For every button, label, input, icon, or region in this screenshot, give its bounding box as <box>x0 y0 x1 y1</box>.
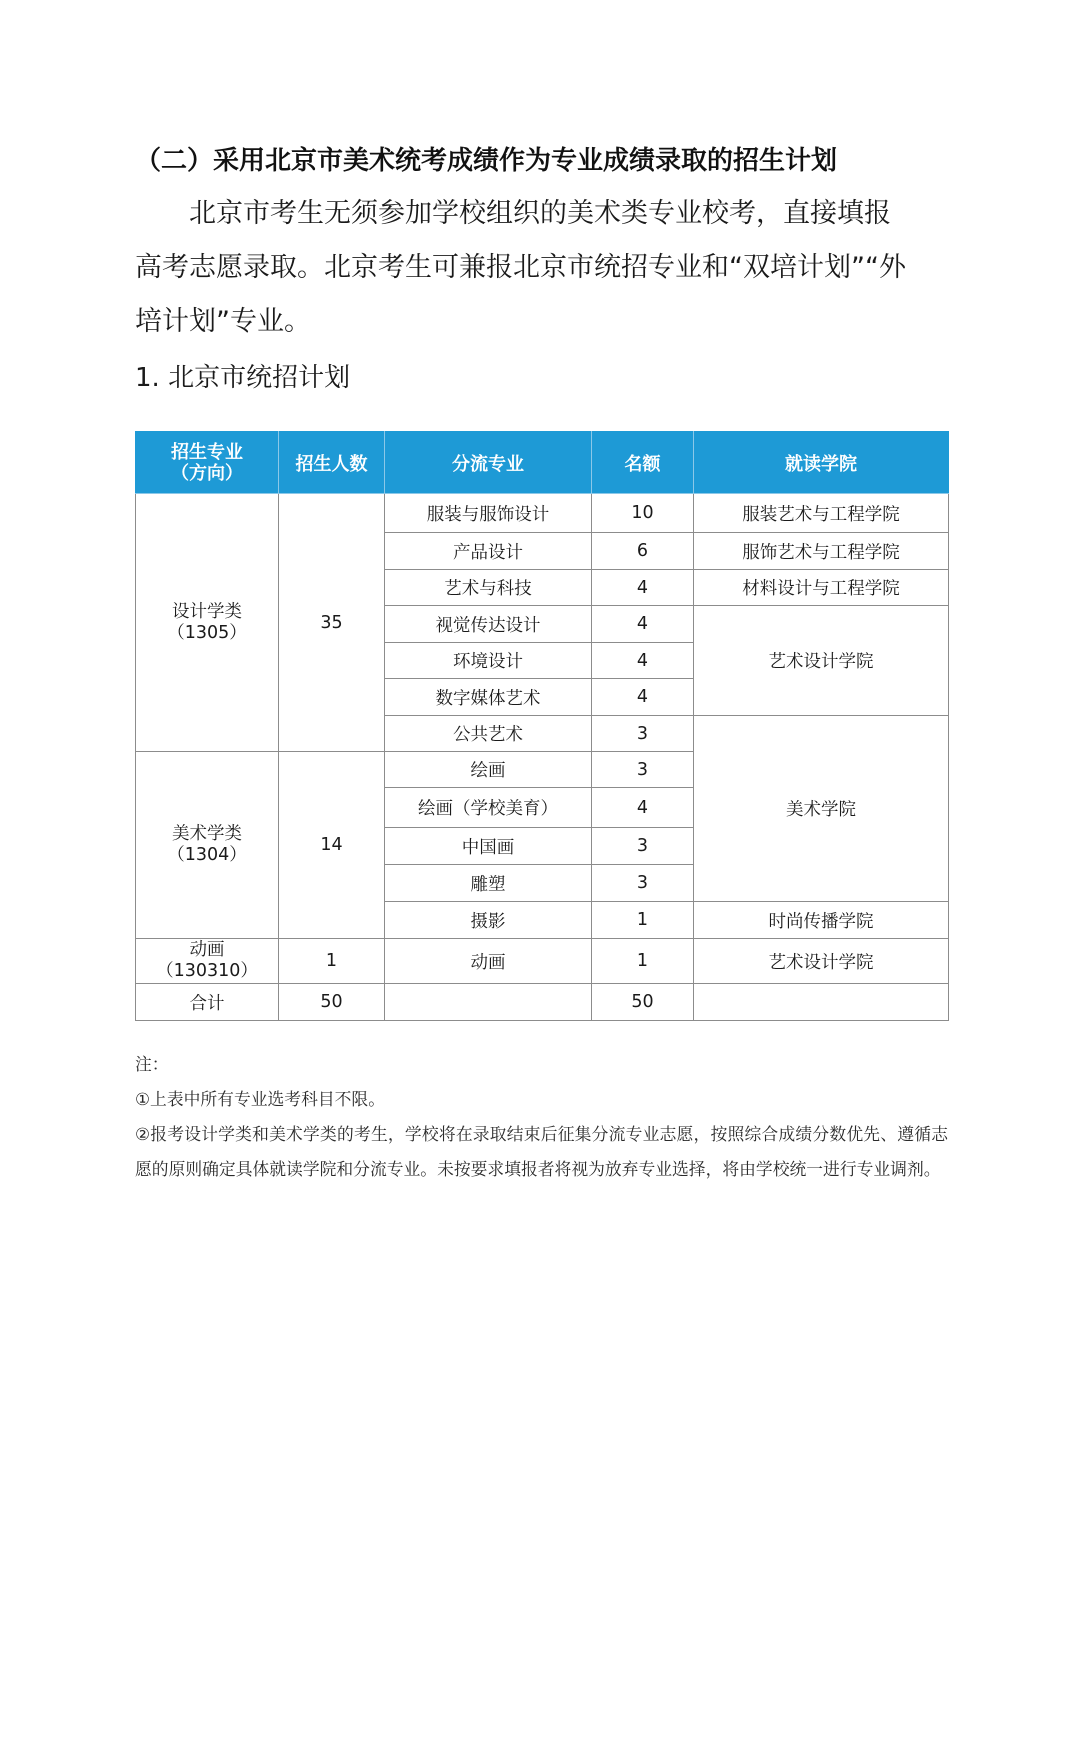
branch-quota: 3 <box>592 752 694 788</box>
header-major <box>136 432 279 494</box>
header-major-line2: （方向） <box>171 462 243 484</box>
college-name: 服饰艺术与工程学院 <box>694 533 949 570</box>
enrollment-plan-table <box>135 431 949 1021</box>
branch-quota: 4 <box>592 606 694 643</box>
branch-quota: 4 <box>592 679 694 716</box>
group-count: 35 <box>279 494 385 752</box>
intro-paragraph <box>135 187 948 349</box>
college-name: 艺术设计学院 <box>694 939 949 984</box>
header-major-line1: 招生专业 <box>171 441 243 463</box>
college-name: 艺术设计学院 <box>694 606 949 716</box>
branch-name: 绘画（学校美育） <box>385 788 592 828</box>
branch-name: 公共艺术 <box>385 716 592 752</box>
intro-line: 北京市考生无须参加学校组织的美术类专业校考，直接填报 <box>189 198 891 229</box>
branch-name: 艺术与科技 <box>385 570 592 606</box>
section-title: （二）采用北京市美术统考成绩作为专业成绩录取的招生计划 <box>135 146 838 176</box>
note-item: ①上表中所有专业选考科目不限。 <box>135 1089 385 1109</box>
branch-name: 中国画 <box>385 828 592 865</box>
table-row <box>136 494 949 533</box>
header-quota: 名额 <box>592 432 694 494</box>
table-row <box>136 939 949 984</box>
branch-quota: 4 <box>592 788 694 828</box>
group-code: （130310） <box>156 961 258 981</box>
group-name: 美术学类 <box>172 824 242 844</box>
group-name: 设计学类 <box>172 601 242 622</box>
group-count: 14 <box>279 752 385 939</box>
group-code: （1304） <box>167 845 247 865</box>
notes-label: 注： <box>135 1054 169 1074</box>
subheading: 1. 北京市统招计划 <box>135 363 351 393</box>
total-label: 合计 <box>136 984 279 1021</box>
branch-name: 环境设计 <box>385 643 592 679</box>
group-code: （1305） <box>167 622 247 643</box>
total-quota: 50 <box>592 984 694 1021</box>
branch-name: 绘画 <box>385 752 592 788</box>
header-branch: 分流专业 <box>385 432 592 494</box>
total-count: 50 <box>279 984 385 1021</box>
branch-quota: 3 <box>592 828 694 865</box>
branch-quota: 3 <box>592 865 694 902</box>
total-college <box>694 984 949 1021</box>
table-header-row <box>136 432 949 494</box>
branch-name: 雕塑 <box>385 865 592 902</box>
branch-quota: 4 <box>592 643 694 679</box>
intro-line: 高考志愿录取。北京考生可兼报北京市统招专业和“双培计划”“外 <box>135 252 906 283</box>
group-major-fine-arts <box>136 752 279 939</box>
branch-name: 产品设计 <box>385 533 592 570</box>
branch-quota: 3 <box>592 716 694 752</box>
branch-name: 视觉传达设计 <box>385 606 592 643</box>
total-branch <box>385 984 592 1021</box>
group-name: 动画 <box>189 940 225 960</box>
group-count: 1 <box>279 939 385 984</box>
intro-line: 培计划”专业。 <box>135 306 311 337</box>
branch-name: 动画 <box>385 939 592 984</box>
branch-quota: 4 <box>592 570 694 606</box>
college-name: 服装艺术与工程学院 <box>694 494 949 533</box>
branch-quota: 1 <box>592 939 694 984</box>
branch-name: 摄影 <box>385 902 592 939</box>
college-name: 材料设计与工程学院 <box>694 570 949 606</box>
branch-name: 服装与服饰设计 <box>385 494 592 533</box>
note-item: ②报考设计学类和美术学类的考生，学校将在录取结束后征集分流专业志愿，按照综合成绩分数优先、遵循志愿的原则确定具体就读学院和分流专业。未按要求填报者将视为放弃专业选择，将由学校统一进行专业调剂。 <box>135 1124 948 1179</box>
header-count: 招生人数 <box>279 432 385 494</box>
notes <box>135 1047 948 1187</box>
table-total-row <box>136 984 949 1021</box>
branch-quota: 10 <box>592 494 694 533</box>
group-major-design <box>136 494 279 752</box>
branch-quota: 1 <box>592 902 694 939</box>
header-college: 就读学院 <box>694 432 949 494</box>
branch-name: 数字媒体艺术 <box>385 679 592 716</box>
branch-quota: 6 <box>592 533 694 570</box>
college-name: 时尚传播学院 <box>694 902 949 939</box>
group-major-animation <box>136 939 279 984</box>
college-name: 美术学院 <box>694 716 949 902</box>
